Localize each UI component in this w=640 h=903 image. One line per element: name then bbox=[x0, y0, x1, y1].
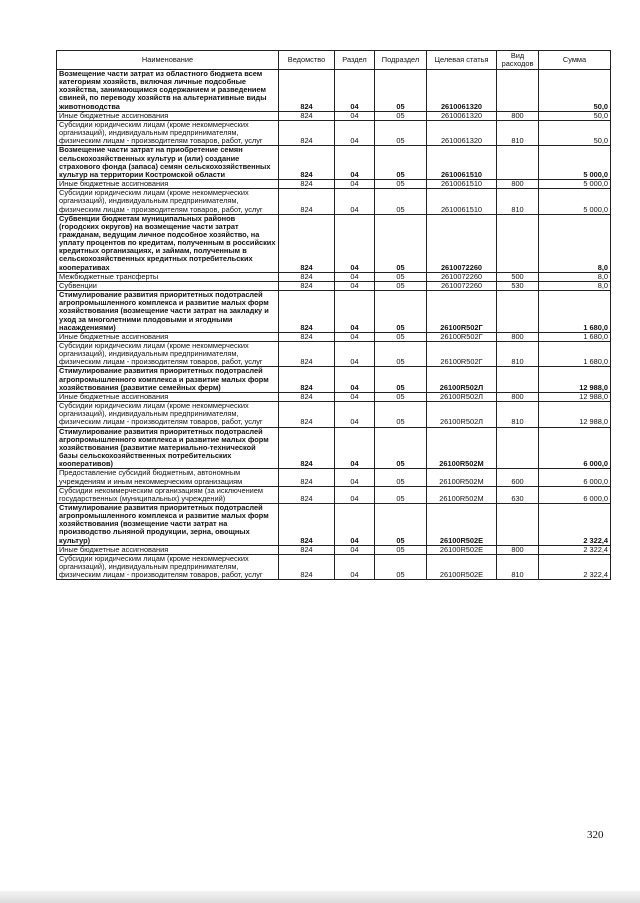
cell-section: 04 bbox=[335, 554, 375, 579]
cell-name: Иные бюджетные ассигнования bbox=[57, 180, 279, 189]
cell-name: Иные бюджетные ассигнования bbox=[57, 332, 279, 341]
cell-name: Предоставление субсидий бюджетным, автономным учреждениям и иным некоммерческим организациям bbox=[57, 469, 279, 486]
cell-dept: 824 bbox=[279, 291, 335, 333]
table-header-row bbox=[57, 51, 611, 70]
header-dept: Ведомство bbox=[279, 51, 335, 70]
cell-target: 26100R502М bbox=[427, 427, 497, 469]
cell-amount: 12 988,0 bbox=[539, 367, 611, 392]
cell-expense-type: 800 bbox=[497, 545, 539, 554]
cell-dept: 824 bbox=[279, 281, 335, 290]
cell-dept: 824 bbox=[279, 70, 335, 112]
cell-target: 2610061320 bbox=[427, 70, 497, 112]
table-row bbox=[57, 554, 611, 579]
cell-name: Стимулирование развития приоритетных подотраслей агропромышленного комплекса и развитие малых форм хозяйствования (возмещение части затрат на производство льняной продукции, зерна, овощных культур) bbox=[57, 503, 279, 545]
cell-subsection: 05 bbox=[375, 214, 427, 272]
table-row bbox=[57, 291, 611, 333]
cell-amount: 12 988,0 bbox=[539, 402, 611, 427]
cell-expense-type: 630 bbox=[497, 486, 539, 503]
cell-expense-type: 810 bbox=[497, 342, 539, 367]
cell-section: 04 bbox=[335, 427, 375, 469]
cell-subsection: 05 bbox=[375, 503, 427, 545]
cell-amount: 5 000,0 bbox=[539, 180, 611, 189]
cell-section: 04 bbox=[335, 402, 375, 427]
cell-subsection: 05 bbox=[375, 392, 427, 401]
table-row bbox=[57, 146, 611, 180]
cell-amount: 2 322,4 bbox=[539, 503, 611, 545]
cell-name: Межбюджетные трансферты bbox=[57, 272, 279, 281]
cell-dept: 824 bbox=[279, 272, 335, 281]
cell-dept: 824 bbox=[279, 214, 335, 272]
cell-section: 04 bbox=[335, 272, 375, 281]
cell-dept: 824 bbox=[279, 486, 335, 503]
cell-subsection: 05 bbox=[375, 486, 427, 503]
cell-section: 04 bbox=[335, 503, 375, 545]
table-row bbox=[57, 272, 611, 281]
cell-amount: 8,0 bbox=[539, 272, 611, 281]
cell-amount: 8,0 bbox=[539, 214, 611, 272]
cell-amount: 2 322,4 bbox=[539, 554, 611, 579]
cell-target: 2610061510 bbox=[427, 146, 497, 180]
cell-subsection: 05 bbox=[375, 402, 427, 427]
table-row bbox=[57, 214, 611, 272]
cell-expense-type: 530 bbox=[497, 281, 539, 290]
table-row bbox=[57, 486, 611, 503]
cell-amount: 1 680,0 bbox=[539, 332, 611, 341]
cell-target: 2610061320 bbox=[427, 120, 497, 145]
table-row bbox=[57, 367, 611, 392]
cell-subsection: 05 bbox=[375, 120, 427, 145]
table-body bbox=[57, 70, 611, 580]
cell-dept: 824 bbox=[279, 545, 335, 554]
cell-name: Стимулирование развития приоритетных подотраслей агропромышленного комплекса и развитие малых форм хозяйствования (развитие материально-технической базы сельскохозяйственных потребительских кооперативов) bbox=[57, 427, 279, 469]
cell-dept: 824 bbox=[279, 189, 335, 214]
page-edge bbox=[0, 891, 640, 903]
cell-target: 2610072260 bbox=[427, 272, 497, 281]
cell-amount: 12 988,0 bbox=[539, 392, 611, 401]
cell-expense-type: 810 bbox=[497, 402, 539, 427]
header-subsection: Подраздел bbox=[375, 51, 427, 70]
cell-expense-type bbox=[497, 291, 539, 333]
table-row bbox=[57, 120, 611, 145]
cell-section: 04 bbox=[335, 342, 375, 367]
cell-expense-type: 800 bbox=[497, 332, 539, 341]
cell-amount: 5 000,0 bbox=[539, 146, 611, 180]
cell-section: 04 bbox=[335, 469, 375, 486]
cell-dept: 824 bbox=[279, 120, 335, 145]
table-row bbox=[57, 342, 611, 367]
cell-name: Субсидии юридическим лицам (кроме некоммерческих организаций), индивидуальным предпринимателям, физическим лицам - производителям товаров, работ, услуг bbox=[57, 402, 279, 427]
cell-name: Стимулирование развития приоритетных подотраслей агропромышленного комплекса и развитие малых форм хозяйствования (возмещение части затрат на закладку и уход за многолетними плодовыми и ягодными насаждениями) bbox=[57, 291, 279, 333]
cell-dept: 824 bbox=[279, 332, 335, 341]
cell-name: Иные бюджетные ассигнования bbox=[57, 392, 279, 401]
cell-section: 04 bbox=[335, 332, 375, 341]
cell-expense-type: 810 bbox=[497, 120, 539, 145]
cell-section: 04 bbox=[335, 70, 375, 112]
cell-dept: 824 bbox=[279, 392, 335, 401]
cell-name: Субсидии юридическим лицам (кроме некоммерческих организаций), индивидуальным предпринимателям, физическим лицам - производителям товаров, работ, услуг bbox=[57, 554, 279, 579]
cell-expense-type bbox=[497, 146, 539, 180]
cell-expense-type: 810 bbox=[497, 554, 539, 579]
cell-target: 2610072260 bbox=[427, 281, 497, 290]
cell-name: Возмещение части затрат на приобретение семян сельскохозяйственных культур и (или) создание страхового фонда (запаса) семян сельскохозяйственных культур на территории Костромской области bbox=[57, 146, 279, 180]
cell-target: 26100R502Е bbox=[427, 554, 497, 579]
header-expense-type: Вид расходов bbox=[497, 51, 539, 70]
cell-section: 04 bbox=[335, 486, 375, 503]
cell-target: 26100R502Л bbox=[427, 402, 497, 427]
cell-target: 2610061510 bbox=[427, 189, 497, 214]
cell-target: 2610061320 bbox=[427, 111, 497, 120]
cell-amount: 50,0 bbox=[539, 70, 611, 112]
cell-target: 26100R502М bbox=[427, 469, 497, 486]
cell-name: Иные бюджетные ассигнования bbox=[57, 545, 279, 554]
cell-subsection: 05 bbox=[375, 342, 427, 367]
table-row bbox=[57, 189, 611, 214]
cell-target: 26100R502М bbox=[427, 486, 497, 503]
cell-expense-type: 800 bbox=[497, 392, 539, 401]
table-row bbox=[57, 469, 611, 486]
cell-expense-type bbox=[497, 367, 539, 392]
cell-section: 04 bbox=[335, 392, 375, 401]
cell-section: 04 bbox=[335, 189, 375, 214]
cell-amount: 2 322,4 bbox=[539, 545, 611, 554]
cell-expense-type: 800 bbox=[497, 111, 539, 120]
table-row bbox=[57, 503, 611, 545]
cell-dept: 824 bbox=[279, 111, 335, 120]
cell-subsection: 05 bbox=[375, 554, 427, 579]
cell-amount: 6 000,0 bbox=[539, 486, 611, 503]
cell-target: 2610061510 bbox=[427, 180, 497, 189]
cell-dept: 824 bbox=[279, 503, 335, 545]
cell-amount: 50,0 bbox=[539, 120, 611, 145]
cell-amount: 6 000,0 bbox=[539, 427, 611, 469]
cell-subsection: 05 bbox=[375, 180, 427, 189]
cell-name: Субсидии юридическим лицам (кроме некоммерческих организаций), индивидуальным предпринимателям, физическим лицам - производителям товаров, работ, услуг bbox=[57, 342, 279, 367]
cell-section: 04 bbox=[335, 214, 375, 272]
cell-dept: 824 bbox=[279, 554, 335, 579]
cell-section: 04 bbox=[335, 281, 375, 290]
cell-amount: 6 000,0 bbox=[539, 469, 611, 486]
cell-subsection: 05 bbox=[375, 332, 427, 341]
cell-expense-type bbox=[497, 70, 539, 112]
cell-subsection: 05 bbox=[375, 469, 427, 486]
cell-section: 04 bbox=[335, 146, 375, 180]
table-row bbox=[57, 402, 611, 427]
cell-subsection: 05 bbox=[375, 367, 427, 392]
header-target: Целевая статья bbox=[427, 51, 497, 70]
cell-target: 26100R502Г bbox=[427, 291, 497, 333]
cell-expense-type bbox=[497, 427, 539, 469]
table-row bbox=[57, 70, 611, 112]
cell-name: Стимулирование развития приоритетных подотраслей агропромышленного комплекса и развитие малых форм хозяйствования (развитие семейных ферм) bbox=[57, 367, 279, 392]
cell-name: Субвенции bbox=[57, 281, 279, 290]
cell-name: Возмещение части затрат из областного бюджета всем категориям хозяйств, включая личные подсобные хозяйства, занимающимся содержанием и разведением свиней, по переводу хозяйств на альтернативные виды животноводства bbox=[57, 70, 279, 112]
cell-subsection: 05 bbox=[375, 545, 427, 554]
cell-target: 26100R502Е bbox=[427, 503, 497, 545]
header-amount: Сумма bbox=[539, 51, 611, 70]
cell-subsection: 05 bbox=[375, 281, 427, 290]
cell-name: Субвенции бюджетам муниципальных районов (городских округов) на возмещение части затрат гражданам, ведущим личное подсобное хозяйство, на уплату процентов по кредитам, полученным в российских кредитных организациях, и займам, полученным в сельскохозяйственных кредитных потребительских кооперативах bbox=[57, 214, 279, 272]
cell-name: Субсидии юридическим лицам (кроме некоммерческих организаций), индивидуальным предпринимателям, физическим лицам - производителям товаров, работ, услуг bbox=[57, 189, 279, 214]
cell-subsection: 05 bbox=[375, 291, 427, 333]
cell-expense-type bbox=[497, 214, 539, 272]
cell-name: Субсидии некоммерческим организациям (за исключением государственных (муниципальных) учреждений) bbox=[57, 486, 279, 503]
cell-dept: 824 bbox=[279, 402, 335, 427]
cell-dept: 824 bbox=[279, 469, 335, 486]
cell-subsection: 05 bbox=[375, 272, 427, 281]
cell-target: 26100R502Г bbox=[427, 332, 497, 341]
cell-expense-type: 810 bbox=[497, 189, 539, 214]
cell-subsection: 05 bbox=[375, 111, 427, 120]
cell-amount: 8,0 bbox=[539, 281, 611, 290]
cell-target: 2610072260 bbox=[427, 214, 497, 272]
cell-expense-type: 500 bbox=[497, 272, 539, 281]
cell-dept: 824 bbox=[279, 427, 335, 469]
cell-subsection: 05 bbox=[375, 146, 427, 180]
cell-subsection: 05 bbox=[375, 189, 427, 214]
budget-table bbox=[56, 50, 611, 580]
cell-target: 26100R502Г bbox=[427, 342, 497, 367]
cell-section: 04 bbox=[335, 180, 375, 189]
cell-expense-type: 800 bbox=[497, 180, 539, 189]
cell-amount: 1 680,0 bbox=[539, 342, 611, 367]
cell-amount: 5 000,0 bbox=[539, 189, 611, 214]
cell-target: 26100R502Л bbox=[427, 367, 497, 392]
cell-dept: 824 bbox=[279, 146, 335, 180]
cell-target: 26100R502Е bbox=[427, 545, 497, 554]
cell-expense-type: 600 bbox=[497, 469, 539, 486]
header-name: Наименование bbox=[57, 51, 279, 70]
cell-amount: 1 680,0 bbox=[539, 291, 611, 333]
cell-subsection: 05 bbox=[375, 427, 427, 469]
cell-name: Иные бюджетные ассигнования bbox=[57, 111, 279, 120]
table-row bbox=[57, 427, 611, 469]
cell-amount: 50,0 bbox=[539, 111, 611, 120]
header-section: Раздел bbox=[335, 51, 375, 70]
cell-dept: 824 bbox=[279, 180, 335, 189]
cell-dept: 824 bbox=[279, 367, 335, 392]
cell-section: 04 bbox=[335, 367, 375, 392]
cell-section: 04 bbox=[335, 111, 375, 120]
cell-section: 04 bbox=[335, 291, 375, 333]
cell-dept: 824 bbox=[279, 342, 335, 367]
cell-target: 26100R502Л bbox=[427, 392, 497, 401]
cell-section: 04 bbox=[335, 120, 375, 145]
cell-expense-type bbox=[497, 503, 539, 545]
cell-name: Субсидии юридическим лицам (кроме некоммерческих организаций), индивидуальным предпринимателям, физическим лицам - производителям товаров, работ, услуг bbox=[57, 120, 279, 145]
cell-subsection: 05 bbox=[375, 70, 427, 112]
cell-section: 04 bbox=[335, 545, 375, 554]
page-number: 320 bbox=[587, 829, 604, 841]
